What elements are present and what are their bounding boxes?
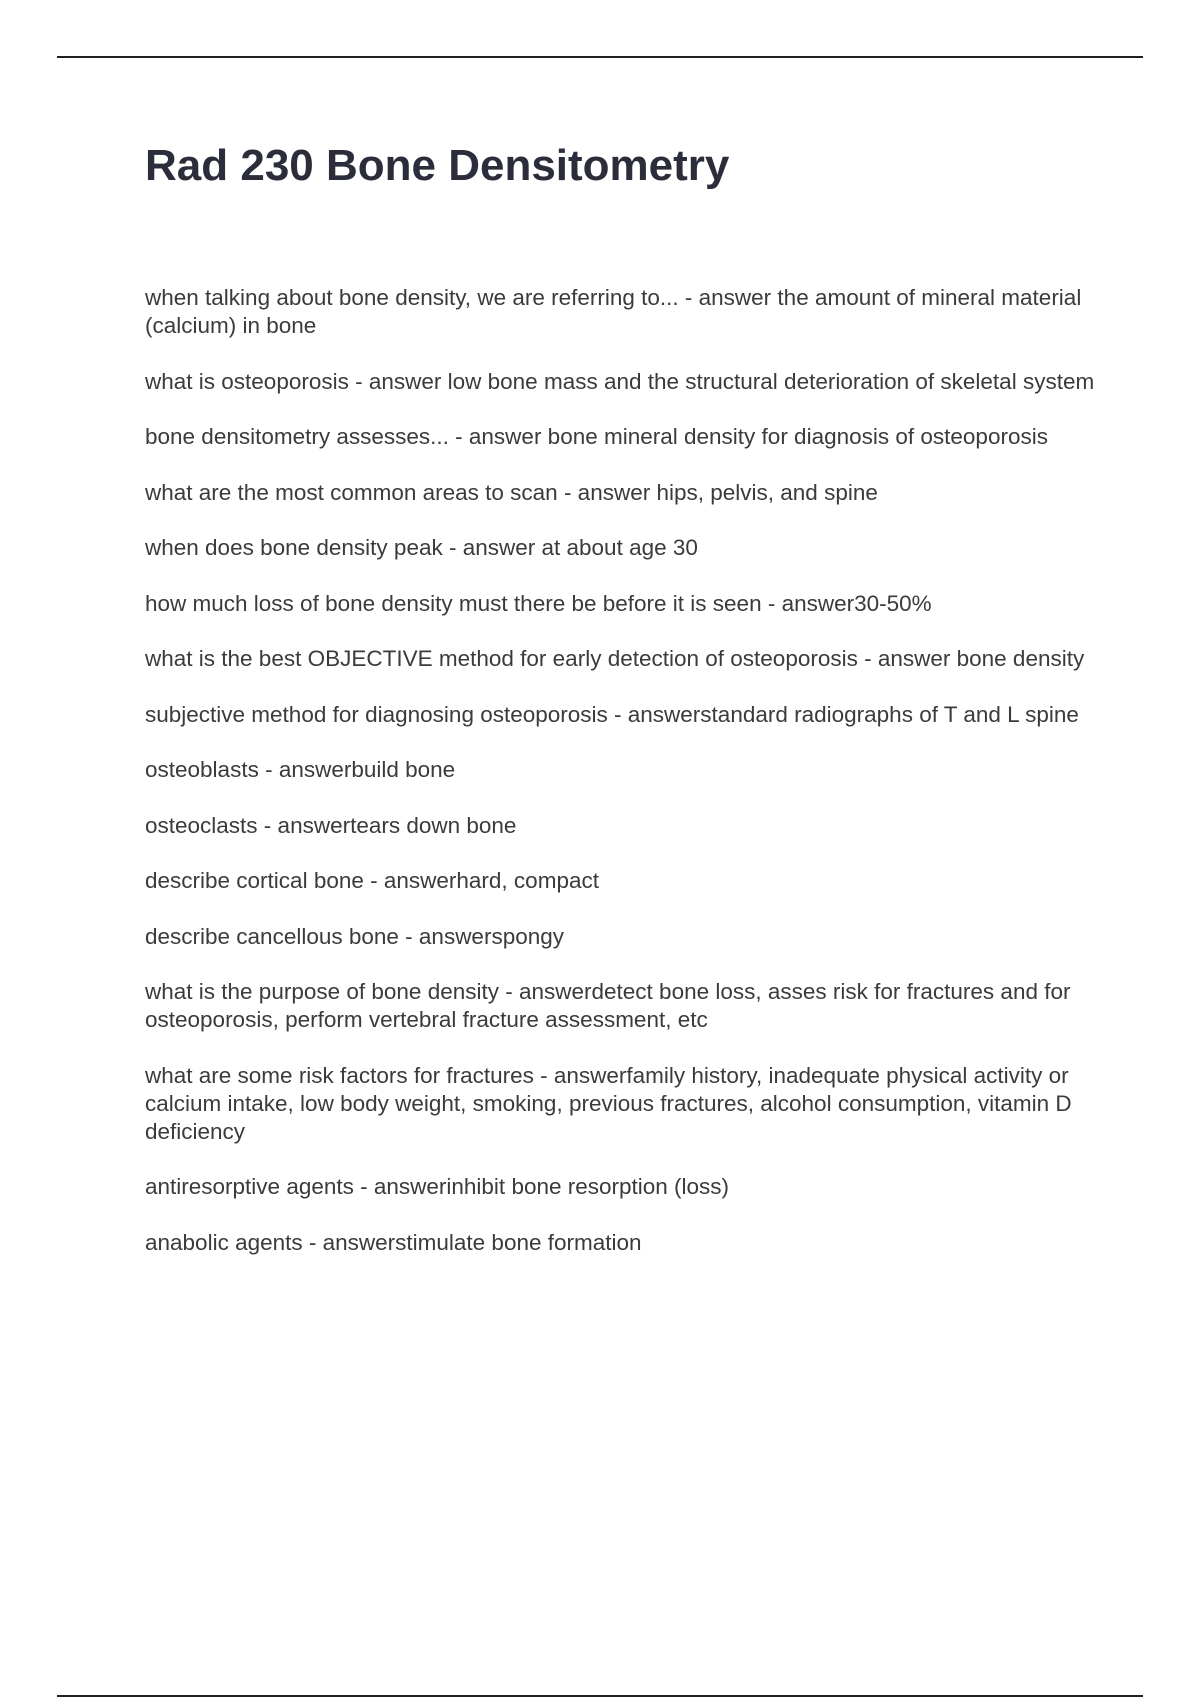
- qa-item: antiresorptive agents - answerinhibit bone resorption (loss): [145, 1174, 730, 1199]
- qa-item: osteoblasts - answerbuild bone: [145, 757, 456, 782]
- page-title: Rad 230 Bone Densitometry: [145, 141, 730, 190]
- qa-item: when does bone density peak - answer at about age 30: [145, 535, 698, 560]
- qa-item: bone densitometry assesses... - answer bone mineral density for diagnosis of osteoporosis: [145, 424, 1048, 449]
- qa-item: when talking about bone density, we are referring to... - answer the amount of mineral material (calcium) in bone: [145, 285, 1082, 338]
- qa-item: describe cortical bone - answerhard, compact: [145, 868, 599, 893]
- qa-list: [145, 284, 1095, 1284]
- qa-item: what is the best OBJECTIVE method for early detection of osteoporosis - answer bone density: [145, 646, 1085, 671]
- qa-item: what are some risk factors for fractures - answerfamily history, inadequate physical activity or calcium intake, low body weight, smoking, previous fractures, alcohol consumption, vitamin D deficiency: [145, 1062, 1072, 1144]
- qa-item: osteoclasts - answertears down bone: [145, 812, 517, 838]
- qa-item: what are the most common areas to scan - answer hips, pelvis, and spine: [145, 479, 878, 505]
- qa-item: what is osteoporosis - answer low bone mass and the structural deterioration of skeletal system: [145, 368, 1095, 394]
- bottom-rule: [57, 1695, 1143, 1697]
- qa-item: how much loss of bone density must there be before it is seen - answer30-50%: [145, 590, 932, 616]
- top-rule: [57, 56, 1143, 58]
- qa-item: what is the purpose of bone density - answerdetect bone loss, asses risk for fractures and for osteoporosis, perform vertebral fracture assessment, etc: [145, 979, 1071, 1032]
- qa-item: describe cancellous bone - answerspongy: [145, 923, 564, 949]
- qa-item: anabolic agents - answerstimulate bone formation: [145, 1229, 642, 1255]
- qa-item: subjective method for diagnosing osteoporosis - answerstandard radiographs of T and L spine: [145, 701, 1079, 727]
